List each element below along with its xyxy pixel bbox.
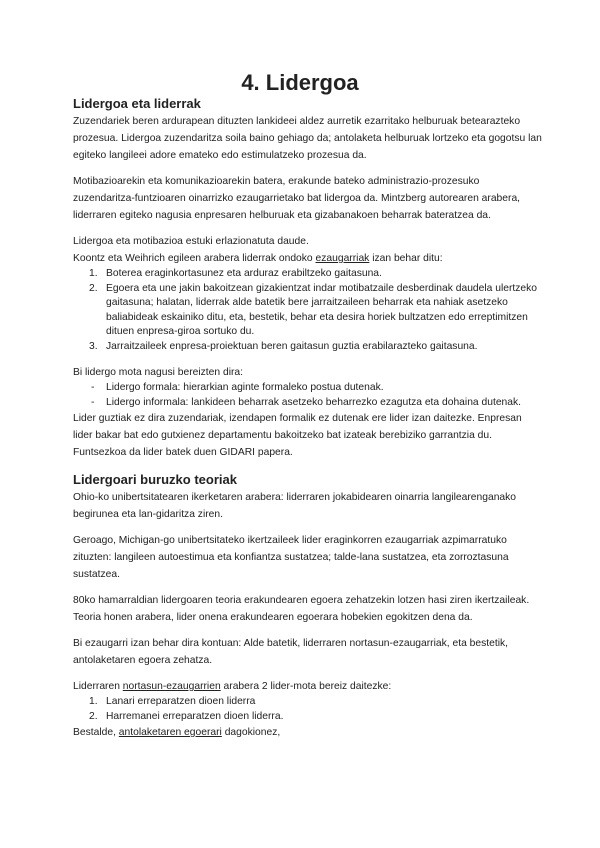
paragraph: Lider guztiak ez dira zuzendariak, izendapen formalik ez dutenak ere lider izan daitezke. Enpresan lider bakar bat edo gutxienez departamentu bakoitzeko bat izateak berebiziko garrantzia du. Funtsezkoa da lider batek duen GIDARI papera. xyxy=(73,413,522,458)
page-title: 4. Lidergoa xyxy=(241,70,359,95)
paragraph: Bi ezaugarri izan behar dira kontuan: Alde batetik, liderraren nortasun-ezaugarriak, eta bestetik, antolaketaren egoera zehatza. xyxy=(73,638,509,666)
characteristics-list xyxy=(73,267,543,354)
paragraph: Ohio-ko unibertsitatearen ikerketaren arabera: liderraren jokabidearen oinarria langilearenganako begirunea eta lan-gidaritza ziren. xyxy=(73,492,517,520)
leadership-types-list xyxy=(73,381,543,410)
list-item: 1. Lanari erreparatzen dioen liderra xyxy=(89,696,256,707)
leader-types-list xyxy=(73,695,543,724)
list-item: - Lidergo informala: lankideen beharrak asetzeko beharrezko ezagutza eta dohaina dutenak. xyxy=(91,396,522,408)
list-item: 3. Jarraitzaileek enpresa-proiektuan beren gaitasun guztia erabilarazteko gaitasuna. xyxy=(89,340,478,352)
list-item: 1. Boterea eraginkortasunez eta arduraz erabiltzeko gaitasuna. xyxy=(89,268,382,279)
paragraph-with-link: Bestalde, antolaketaren egoerari dagokionez, xyxy=(73,727,281,738)
ezaugarriak-link[interactable]: ezaugarriak xyxy=(315,253,370,264)
document-body xyxy=(73,95,543,741)
nortasun-ezaugarrien-link[interactable]: nortasun-ezaugarrien xyxy=(122,681,221,692)
list-item: 2. Egoera eta une jakin bakoitzean gizakientzat indar motibatzaile desberdinak daudela ulertzeko gaitasuna; halatan, liderrak alde batetik bere jarraitzaileen beharrak eta nahiak asetzeko baliabideak eskainiko ditu, eta, bestetik, behar eta desira horiek bultzatzen edo erreptimitzen dituen enpresa-giroa sortuko du. xyxy=(89,282,538,337)
paragraph: 80ko hamarraldian lidergoaren teoria erakundearen egoera zehatzekin lotzen hasi ziren ikertzaileak. Teoria honen arabera, lider onena erakundearen egoerara hobekien egokitzen dena da. xyxy=(73,595,530,623)
paragraph: Motibazioarekin eta komunikazioarekin batera, erakunde bateko administrazio-prozesuko zuzendaritza-funtzioaren oinarrizko ezaugarrietako bat lidergoa da. Mintzberg autorearen arabera, liderraren egiteko nagusia enpresaren helburuak eta gizabanakoen beharrak bateratzea da. xyxy=(73,176,521,221)
paragraph-with-link: Liderraren nortasun-ezaugarrien arabera 2 lider-mota bereiz daitezke: xyxy=(73,681,392,692)
list-item: - Lidergo formala: hierarkian aginte formaleko postua dutenak. xyxy=(91,382,384,393)
paragraph: Lidergoa eta motibazioa estuki erlazionatuta daude. xyxy=(73,236,309,247)
paragraph: Bi lidergo mota nagusi bereizten dira: xyxy=(73,367,243,378)
section-heading-lidergoari-buruzko-teoriak: Lidergoari buruzko teoriak xyxy=(73,472,237,487)
paragraph-with-link: Koontz eta Weihrich egileen arabera liderrak ondoko ezaugarriak izan behar ditu: xyxy=(73,253,443,264)
paragraph: Zuzendariek beren ardurapean dituzten lankideei aldez aurretik ezarritako helburuak betearazteko prozesua. Lidergoa zuzendaritza soila baino gehiago da; antolaketa helburuak lortzeko eta gogotsu lan egiteko langileei adore emateko edo estimulatzeko prozesua da. xyxy=(73,116,542,161)
antolaketaren-egoerari-link[interactable]: antolaketaren egoerari xyxy=(118,727,222,738)
section-heading-lidergoa-eta-liderrak: Lidergoa eta liderrak xyxy=(73,96,201,111)
paragraph: Geroago, Michigan-go unibertsitateko ikertzaileek lider eraginkorren ezaugarriak azpimarratuko zituzten: langileen autoestimua eta konfiantza sustatzea; talde-lana sustatzea, eta zorroztasuna sustatzea. xyxy=(73,535,509,580)
list-item: 2. Harremanei erreparatzen dioen liderra. xyxy=(89,710,284,722)
